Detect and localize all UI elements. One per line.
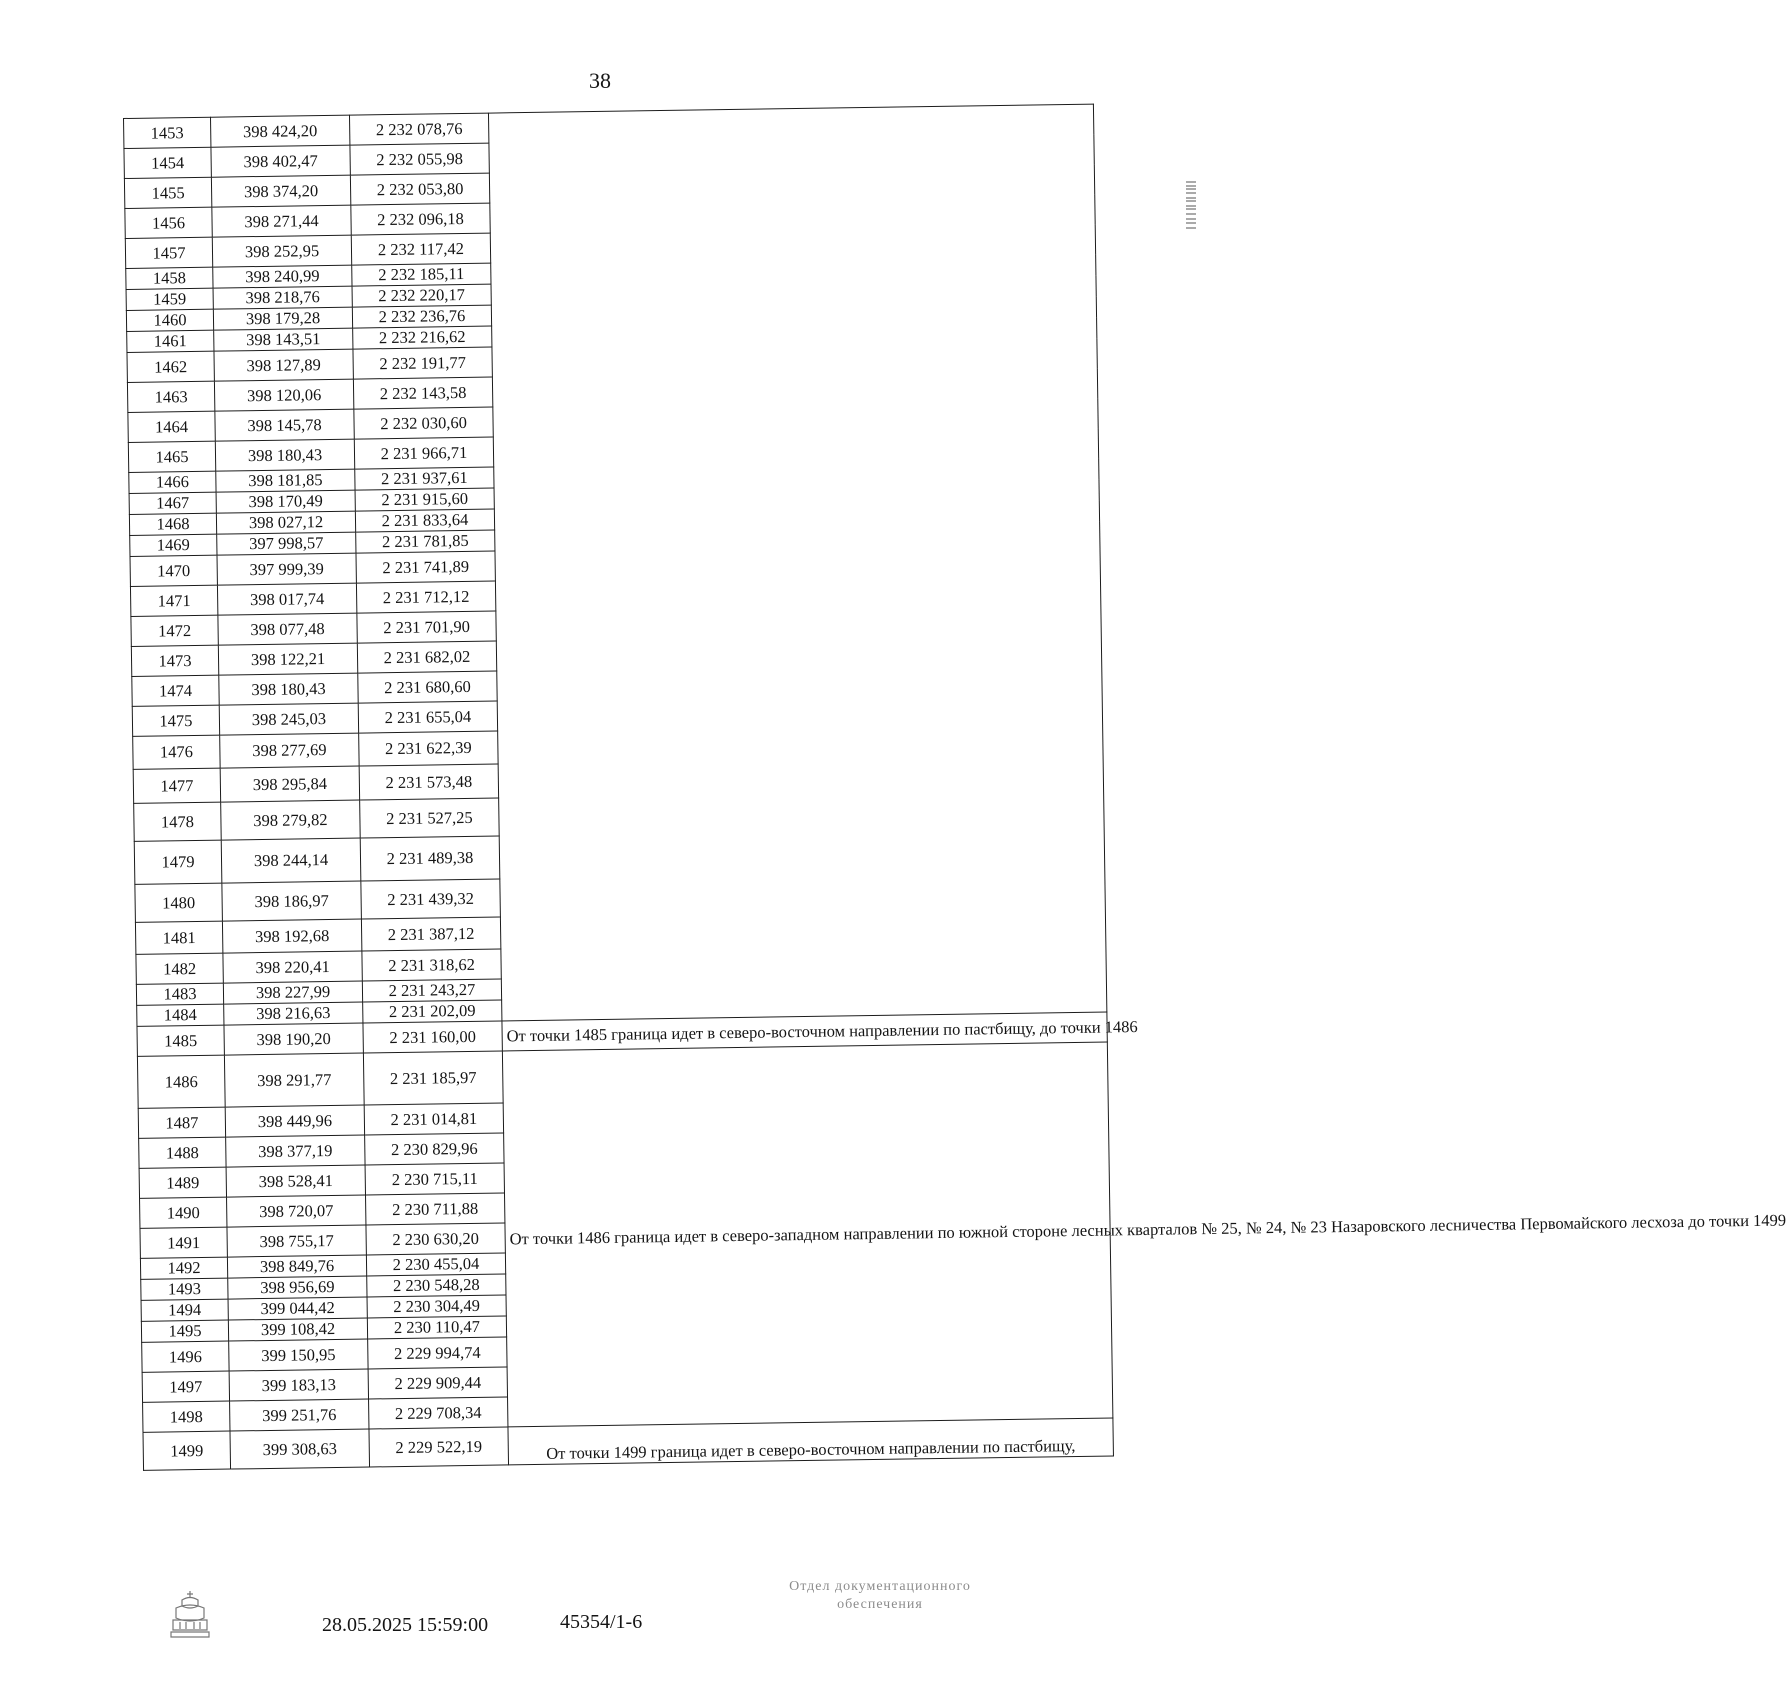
y-coordinate-cell: 2 231 741,89 xyxy=(356,551,495,583)
point-number-cell: 1494 xyxy=(141,1299,228,1321)
y-coordinate-cell: 2 229 994,74 xyxy=(368,1337,507,1369)
y-coordinate-cell: 2 231 966,71 xyxy=(354,437,493,469)
x-coordinate-cell: 398 449,96 xyxy=(225,1105,364,1137)
point-number-cell: 1492 xyxy=(140,1257,227,1279)
y-coordinate-cell: 2 232 220,17 xyxy=(352,284,491,307)
point-number-cell: 1475 xyxy=(132,705,219,736)
point-number-cell: 1479 xyxy=(134,840,222,884)
point-number-cell: 1454 xyxy=(124,147,211,178)
point-number-cell: 1472 xyxy=(131,615,218,646)
point-number-cell: 1464 xyxy=(128,411,215,442)
x-coordinate-cell: 399 183,13 xyxy=(229,1369,368,1401)
x-coordinate-cell: 398 956,69 xyxy=(228,1276,367,1299)
point-number-cell: 1497 xyxy=(142,1371,229,1402)
coordinates-table-body xyxy=(124,104,1787,1470)
point-number-cell: 1459 xyxy=(126,288,213,310)
x-coordinate-cell: 398 245,03 xyxy=(219,703,358,735)
point-number-cell: 1496 xyxy=(142,1341,229,1372)
point-number-cell: 1481 xyxy=(135,921,222,954)
boundary-coordinates-table xyxy=(123,104,1787,1471)
y-coordinate-cell: 2 231 573,48 xyxy=(359,764,498,800)
x-coordinate-cell: 399 308,63 xyxy=(230,1429,370,1469)
point-number-cell: 1463 xyxy=(127,381,214,412)
point-number-cell: 1489 xyxy=(139,1167,226,1198)
point-number-cell: 1468 xyxy=(129,513,216,535)
x-coordinate-cell: 398 180,43 xyxy=(215,439,354,471)
point-number-cell: 1483 xyxy=(136,983,223,1005)
y-coordinate-cell: 2 230 110,47 xyxy=(367,1316,506,1339)
y-coordinate-cell: 2 230 548,28 xyxy=(367,1274,506,1297)
point-number-cell: 1482 xyxy=(136,953,223,984)
y-coordinate-cell: 2 231 680,60 xyxy=(358,671,497,703)
point-number-cell: 1493 xyxy=(141,1278,228,1300)
y-coordinate-cell: 2 230 304,49 xyxy=(367,1295,506,1318)
coat-of-arms-emblem-icon xyxy=(168,1588,212,1640)
point-number-cell: 1490 xyxy=(140,1197,227,1228)
point-number-cell: 1477 xyxy=(133,768,220,803)
page-number: 38 xyxy=(589,68,611,93)
x-coordinate-cell: 398 377,19 xyxy=(226,1135,365,1167)
y-coordinate-cell: 2 232 096,18 xyxy=(351,203,490,235)
footer-registration-number: 45354/1-6 xyxy=(560,1611,643,1633)
y-coordinate-cell: 2 231 489,38 xyxy=(360,836,500,881)
y-coordinate-cell: 2 231 243,27 xyxy=(362,979,501,1002)
point-number-cell: 1484 xyxy=(137,1004,224,1026)
x-coordinate-cell: 398 220,41 xyxy=(223,951,362,983)
y-coordinate-cell: 2 232 053,80 xyxy=(350,173,489,205)
x-coordinate-cell: 398 271,44 xyxy=(212,205,351,237)
y-coordinate-cell: 2 231 160,00 xyxy=(363,1021,502,1053)
y-coordinate-cell: 2 232 078,76 xyxy=(349,113,488,145)
point-number-cell: 1473 xyxy=(131,645,218,676)
point-number-cell: 1467 xyxy=(129,492,216,514)
scan-barcode-mark xyxy=(1186,178,1196,238)
x-coordinate-cell: 398 424,20 xyxy=(210,115,349,147)
x-coordinate-cell: 398 120,06 xyxy=(214,379,353,411)
y-coordinate-cell: 2 230 829,96 xyxy=(365,1133,504,1165)
point-number-cell: 1460 xyxy=(126,309,213,331)
x-coordinate-cell: 398 295,84 xyxy=(220,766,359,802)
department-stamp xyxy=(730,1578,1030,1614)
y-coordinate-cell: 2 232 055,98 xyxy=(350,143,489,175)
point-number-cell: 1457 xyxy=(125,237,212,268)
point-number-cell: 1453 xyxy=(124,117,211,148)
x-coordinate-cell: 398 291,77 xyxy=(224,1053,364,1107)
point-number-cell: 1495 xyxy=(141,1320,228,1342)
point-number-cell: 1480 xyxy=(135,883,223,922)
y-coordinate-cell: 2 231 439,32 xyxy=(361,879,501,919)
point-number-cell: 1487 xyxy=(138,1107,225,1138)
x-coordinate-cell: 397 999,39 xyxy=(217,553,356,585)
stamp-line-1: Отдел документационного xyxy=(789,1579,971,1594)
footer-timestamp: 28.05.2025 15:59:00 xyxy=(322,1614,489,1636)
x-coordinate-cell: 398 170,49 xyxy=(216,490,355,513)
y-coordinate-cell: 2 231 202,09 xyxy=(363,1000,502,1023)
point-number-cell: 1498 xyxy=(143,1401,230,1432)
x-coordinate-cell: 398 279,82 xyxy=(221,800,361,840)
point-number-cell: 1499 xyxy=(143,1431,231,1470)
x-coordinate-cell: 398 145,78 xyxy=(215,409,354,441)
coordinates-sheet xyxy=(123,104,1787,1471)
y-coordinate-cell: 2 231 318,62 xyxy=(362,949,501,981)
point-number-cell: 1462 xyxy=(127,351,214,382)
y-coordinate-cell: 2 231 014,81 xyxy=(364,1103,503,1135)
y-coordinate-cell: 2 231 781,85 xyxy=(356,530,495,553)
y-coordinate-cell: 2 232 191,77 xyxy=(353,347,492,379)
point-number-cell: 1469 xyxy=(130,534,217,556)
x-coordinate-cell: 398 077,48 xyxy=(218,613,357,645)
x-coordinate-cell: 398 252,95 xyxy=(212,235,351,267)
x-coordinate-cell: 399 044,42 xyxy=(228,1297,367,1320)
point-number-cell: 1474 xyxy=(132,675,219,706)
x-coordinate-cell: 398 374,20 xyxy=(211,175,350,207)
x-coordinate-cell: 398 017,74 xyxy=(217,583,356,615)
y-coordinate-cell: 2 232 143,58 xyxy=(353,377,492,409)
boundary-description-cell: От точки 1499 граница идет в северо-восточном направлении по пастбищу, xyxy=(508,1418,1113,1465)
y-coordinate-cell: 2 230 455,04 xyxy=(366,1253,505,1276)
x-coordinate-cell: 398 127,89 xyxy=(214,349,353,381)
y-coordinate-cell: 2 231 387,12 xyxy=(361,917,500,951)
y-coordinate-cell: 2 232 185,11 xyxy=(352,263,491,286)
y-coordinate-cell: 2 231 655,04 xyxy=(358,701,497,733)
point-number-cell: 1485 xyxy=(137,1025,224,1056)
x-coordinate-cell: 398 143,51 xyxy=(214,328,353,351)
x-coordinate-cell: 398 181,85 xyxy=(216,469,355,492)
x-coordinate-cell: 398 227,99 xyxy=(223,981,362,1004)
y-coordinate-cell: 2 231 527,25 xyxy=(360,798,500,838)
x-coordinate-cell: 398 122,21 xyxy=(218,643,357,675)
point-number-cell: 1455 xyxy=(124,177,211,208)
x-coordinate-cell: 398 190,20 xyxy=(224,1023,363,1055)
point-number-cell: 1465 xyxy=(128,441,215,472)
y-coordinate-cell: 2 231 833,64 xyxy=(355,509,494,532)
x-coordinate-cell: 399 251,76 xyxy=(230,1399,369,1431)
boundary-description-cell: От точки 1485 граница идет в северо-восточном направлении по пастбищу, до точки 1486 xyxy=(502,1012,1107,1051)
x-coordinate-cell: 397 998,57 xyxy=(217,532,356,555)
point-number-cell: 1488 xyxy=(139,1137,226,1168)
x-coordinate-cell: 398 849,76 xyxy=(227,1255,366,1278)
y-coordinate-cell: 2 231 915,60 xyxy=(355,488,494,511)
y-coordinate-cell: 2 230 711,88 xyxy=(366,1193,505,1225)
y-coordinate-cell: 2 230 715,11 xyxy=(365,1163,504,1195)
table-row xyxy=(124,104,1094,148)
y-coordinate-cell: 2 231 682,02 xyxy=(357,641,496,673)
boundary-description-cell xyxy=(488,104,1106,1021)
y-coordinate-cell: 2 231 937,61 xyxy=(355,467,494,490)
x-coordinate-cell: 398 192,68 xyxy=(222,919,361,953)
point-number-cell: 1470 xyxy=(130,555,217,586)
stamp-line-2: обеспечения xyxy=(837,1597,923,1612)
x-coordinate-cell: 398 528,41 xyxy=(226,1165,365,1197)
x-coordinate-cell: 398 755,17 xyxy=(227,1225,366,1257)
point-number-cell: 1456 xyxy=(125,207,212,238)
x-coordinate-cell: 398 240,99 xyxy=(213,265,352,288)
x-coordinate-cell: 398 277,69 xyxy=(220,733,359,768)
boundary-description-cell: От точки 1486 граница идет в северо-западном направлении по южной стороне лесных кварталов № 25, № 24, № 23 Назаровского лесничества Первомайского лесхоза до точки 1499 xyxy=(502,1042,1113,1427)
y-coordinate-cell: 2 231 622,39 xyxy=(359,731,498,766)
x-coordinate-cell: 398 179,28 xyxy=(213,307,352,330)
x-coordinate-cell: 399 108,42 xyxy=(228,1318,367,1341)
point-number-cell: 1486 xyxy=(137,1055,225,1108)
point-number-cell: 1461 xyxy=(127,330,214,352)
point-number-cell: 1466 xyxy=(129,471,216,493)
x-coordinate-cell: 398 244,14 xyxy=(221,838,361,883)
x-coordinate-cell: 398 402,47 xyxy=(211,145,350,177)
y-coordinate-cell: 2 232 216,62 xyxy=(353,326,492,349)
point-number-cell: 1478 xyxy=(134,802,222,841)
x-coordinate-cell: 398 720,07 xyxy=(227,1195,366,1227)
y-coordinate-cell: 2 229 708,34 xyxy=(369,1397,508,1429)
y-coordinate-cell: 2 229 522,19 xyxy=(369,1427,509,1467)
y-coordinate-cell: 2 231 185,97 xyxy=(363,1051,503,1105)
point-number-cell: 1476 xyxy=(133,735,220,769)
y-coordinate-cell: 2 231 712,12 xyxy=(356,581,495,613)
point-number-cell: 1471 xyxy=(130,585,217,616)
point-number-cell: 1491 xyxy=(140,1227,227,1258)
point-number-cell: 1458 xyxy=(126,267,213,289)
x-coordinate-cell: 398 216,63 xyxy=(224,1002,363,1025)
y-coordinate-cell: 2 232 117,42 xyxy=(351,233,490,265)
x-coordinate-cell: 399 150,95 xyxy=(229,1339,368,1371)
y-coordinate-cell: 2 232 030,60 xyxy=(354,407,493,439)
x-coordinate-cell: 398 027,12 xyxy=(216,511,355,534)
y-coordinate-cell: 2 231 701,90 xyxy=(357,611,496,643)
x-coordinate-cell: 398 218,76 xyxy=(213,286,352,309)
y-coordinate-cell: 2 232 236,76 xyxy=(352,305,491,328)
x-coordinate-cell: 398 186,97 xyxy=(222,881,362,921)
x-coordinate-cell: 398 180,43 xyxy=(219,673,358,705)
y-coordinate-cell: 2 229 909,44 xyxy=(368,1367,507,1399)
y-coordinate-cell: 2 230 630,20 xyxy=(366,1223,505,1255)
